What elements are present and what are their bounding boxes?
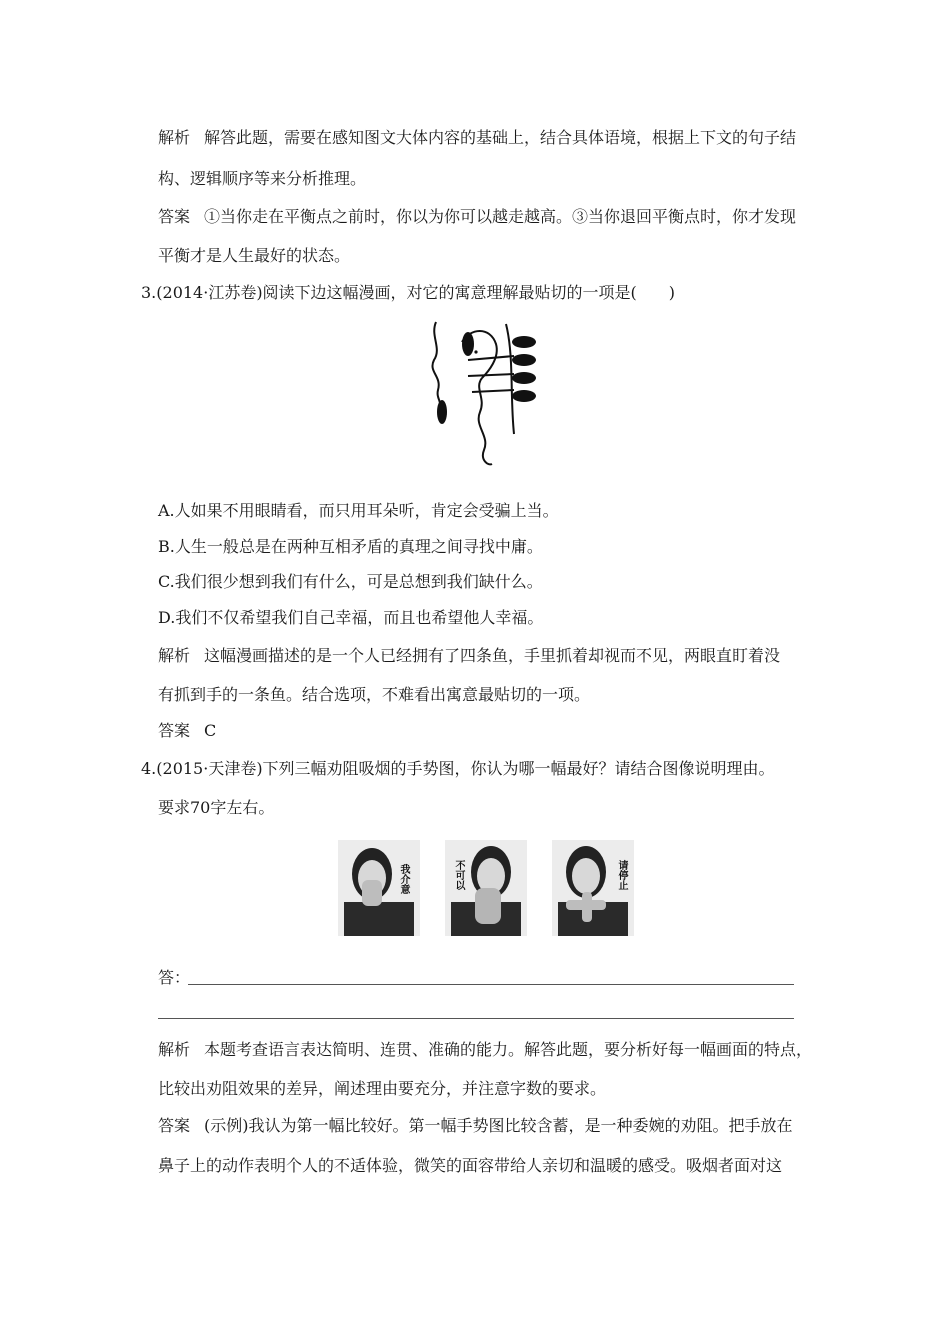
q3-analysis-label: 解析 xyxy=(158,646,191,665)
q3-option-b: B.人生一般总是在两种互相矛盾的真理之间寻找中庸。 xyxy=(158,537,543,556)
photo-3-caption: 请停止 xyxy=(616,860,627,890)
q4-answer-line2: 鼻子上的动作表明个人的不适体验，微笑的面容带给人亲切和温暖的感受。吸烟者面对这 xyxy=(158,1156,783,1175)
gesture-photo-3 xyxy=(552,840,634,936)
q2-answer-line1: 答案 ①当你走在平衡点之前时，你以为你可以越走越高。③当你退回平衡点时，你才发现 xyxy=(158,207,797,226)
q4-answer-label: 答案 xyxy=(158,1116,191,1135)
q3-analysis-line1: 解析 这幅漫画描述的是一个人已经拥有了四条鱼，手里抓着却视而不见，两眼直盯着没 xyxy=(158,646,781,665)
q3-answer: 答案 C xyxy=(158,721,217,740)
answer-blank-line-2[interactable] xyxy=(158,1018,794,1019)
q3-option-a: A.人如果不用眼睛看，而只用耳朵听，肯定会受骗上当。 xyxy=(158,501,559,520)
fish-cartoon xyxy=(428,316,544,476)
photo-1-caption: 我介意 xyxy=(398,864,409,894)
q2-answer-label: 答案 xyxy=(158,207,191,226)
photo-2-caption: 不可以 xyxy=(453,860,464,890)
gesture-photo-2 xyxy=(445,840,527,936)
q4-stem-line2: 要求70字左右。 xyxy=(158,798,275,817)
q2-answer-line2: 平衡才是人生最好的状态。 xyxy=(158,246,351,265)
answer-blank-line-1[interactable] xyxy=(188,984,794,985)
q3-stem: 3.(2014·江苏卷)阅读下边这幅漫画，对它的寓意理解最贴切的一项是( ) xyxy=(141,283,676,302)
q4-analysis-line1: 解析 本题考查语言表达简明、连贯、准确的能力。解答此题，要分析好每一幅画面的特点， xyxy=(158,1040,813,1059)
q4-analysis-line2: 比较出劝阻效果的差异，阐述理由要充分，并注意字数的要求。 xyxy=(158,1079,607,1098)
gesture-photo-1 xyxy=(338,840,420,936)
q4-stem: 4.(2015·天津卷)下列三幅劝阻吸烟的手势图，你认为哪一幅最好？请结合图像说明理由。 xyxy=(141,759,775,778)
q4-answer-line1: 答案 (示例)我认为第一幅比较好。第一幅手势图比较含蓄，是一种委婉的劝阻。把手放在 xyxy=(158,1116,793,1135)
q4-answer-prompt: 答： xyxy=(158,968,191,987)
q2-analysis-line2: 构、逻辑顺序等来分析推理。 xyxy=(158,169,367,188)
q2-analysis-label: 解析 xyxy=(158,128,191,147)
q3-option-d: D.我们不仅希望我们自己幸福，而且也希望他人幸福。 xyxy=(158,608,544,627)
q3-answer-label: 答案 xyxy=(158,721,191,740)
q4-analysis-label: 解析 xyxy=(158,1040,191,1059)
q2-analysis-line1: 解析 解答此题，需要在感知图文大体内容的基础上，结合具体语境，根据上下文的句子结 xyxy=(158,128,797,147)
q3-analysis-line2: 有抓到手的一条鱼。结合选项，不难看出寓意最贴切的一项。 xyxy=(158,685,591,704)
q3-option-c: C.我们很少想到我们有什么，可是总想到我们缺什么。 xyxy=(158,572,543,591)
